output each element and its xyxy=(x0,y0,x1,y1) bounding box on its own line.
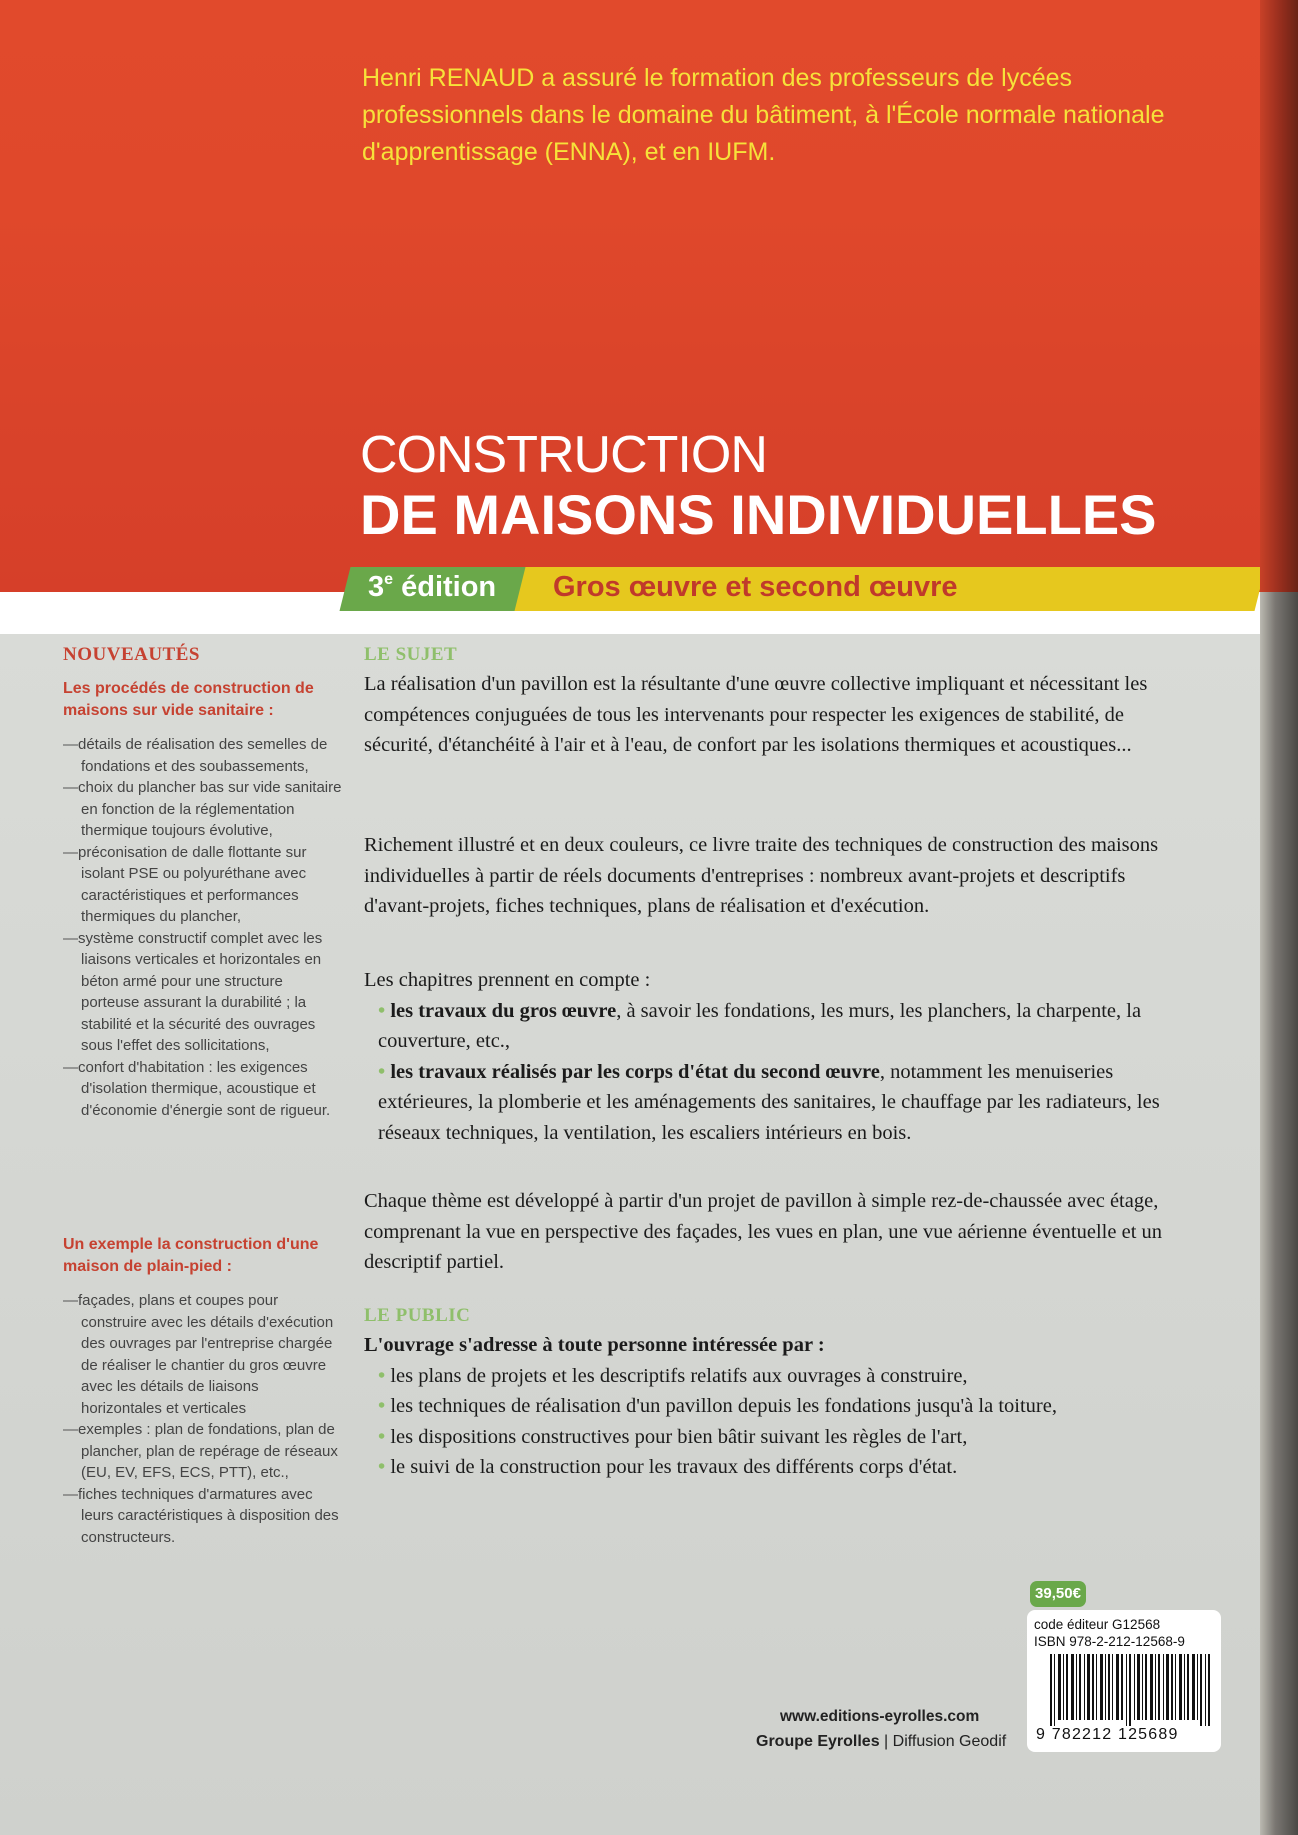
public-bullet-3 xyxy=(364,1422,1194,1453)
barcode-codes xyxy=(1034,1616,1185,1650)
title-line-2: DE MAISONS INDIVIDUELLES xyxy=(360,483,1157,546)
barcode-digits: 9 782212 125689 xyxy=(1036,1726,1179,1743)
edition-label xyxy=(368,571,496,604)
publisher-diffusion: Diffusion Geodif xyxy=(892,1733,1007,1750)
chapter-bullet-2-rest: , notamment les menuiseries extérieures, la plomberie et les aménagements des sanitaires, le chauffage par les radiateurs, les réseaux techniques, la ventilation, les escaliers intérieurs en bois. xyxy=(378,1060,1160,1144)
edition-number: 3 xyxy=(368,571,385,603)
chapter-bullet-2 xyxy=(364,1057,1194,1149)
sidebar-section2-list xyxy=(63,1290,343,1548)
publisher-group: Groupe Eyrolles xyxy=(756,1733,880,1750)
publisher-line xyxy=(756,1733,1006,1751)
chapter-bullet-1-bold: les travaux du gros œuvre xyxy=(390,999,617,1022)
sujet-heading: LE SUJET xyxy=(364,644,458,665)
public-intro xyxy=(364,1330,1194,1361)
list-item: — exemples : plan de fondations, plan de plancher, plan de repérage de réseaux (EU, EV, EFS, ECS, PTT), etc., xyxy=(63,1419,343,1484)
sidebar-heading: NOUVEAUTÉS xyxy=(63,644,200,665)
title-line-1: CONSTRUCTION xyxy=(360,426,767,484)
public-bullet-2-text: les techniques de réalisation d'un pavillon depuis les fondations jusqu'à la toiture, xyxy=(390,1395,1057,1417)
sujet-chapters xyxy=(364,965,1194,1148)
sujet-paragraph-1: La réalisation d'un pavillon est la résultante d'une œuvre collective impliquant et nécessitant les compétences conjuguées de tous les intervenants pour respecter les exigences de stabilité, de sécurité, d'étanchéité à l'air et à l'eau, de confort par les isolations thermiques et acoustiques... xyxy=(364,673,1148,756)
public-block xyxy=(364,1330,1194,1483)
bullet-dot-icon: • xyxy=(378,1456,391,1478)
author-bio: Henri RENAUD a assuré le formation des professeurs de lycées professionnels dans le domaine du bâtiment, à l'École normale nationale d'apprentissage (ENNA), et en IUFM. xyxy=(362,64,1165,166)
website-link[interactable]: www.editions-eyrolles.com xyxy=(780,1708,980,1725)
bullet-dot-icon: • xyxy=(378,1364,391,1387)
code-editeur: code éditeur G12568 xyxy=(1034,1617,1161,1632)
chapter-bullet-2-bold: les travaux réalisés par les corps d'état du second œuvre xyxy=(390,1060,880,1083)
list-item: — fiches techniques d'armatures avec leurs caractéristiques à disposition des constructeurs. xyxy=(63,1484,343,1549)
list-item: — préconisation de dalle flottante sur isolant PSE ou polyuréthane avec caractéristiques et performances thermiques du plancher, xyxy=(63,842,343,928)
chapter-bullet-1-rest: , à savoir les fondations, les murs, les planchers, la charpente, la couverture, etc., xyxy=(378,999,1142,1052)
public-bullet-1-text: les plans de projets et les descriptifs relatifs aux ouvrages à construire, xyxy=(390,1364,968,1387)
chapter-bullet-1 xyxy=(364,996,1194,1057)
book-spine-top xyxy=(1260,0,1298,592)
barcode-icon xyxy=(1050,1654,1210,1726)
sidebar-section1-list xyxy=(63,734,343,1121)
public-heading: LE PUBLIC xyxy=(364,1305,471,1326)
list-item: — système constructif complet avec les liaisons verticales et horizontales en béton armé pour une structure porteuse assurant la durabilité ; la stabilité et la sécurité des ouvrages sous l'effet des sollicitations, xyxy=(63,928,343,1057)
public-bullet-4 xyxy=(364,1452,1194,1483)
list-item: — détails de réalisation des semelles de fondations et des soubassements, xyxy=(63,734,343,777)
bullet-dot-icon: • xyxy=(378,1060,391,1083)
public-bullet-2 xyxy=(364,1391,1194,1422)
bullet-dot-icon: • xyxy=(378,999,391,1022)
bullet-dot-icon: • xyxy=(378,1425,391,1448)
public-intro-text: L'ouvrage s'adresse à toute personne intéressée par : xyxy=(364,1334,825,1356)
bullet-dot-icon: • xyxy=(378,1395,391,1417)
sujet-paragraph-4: Chaque thème est développé à partir d'un projet de pavillon à simple rez-de-chaussée avec étage, comprenant la vue en perspective des façades, les vues en plan, une vue aérienne éventuelle et un descriptif partiel. xyxy=(364,1190,1163,1273)
list-item: — confort d'habitation : les exigences d'isolation thermique, acoustique et d'économie d'énergie sont de rigueur. xyxy=(63,1057,343,1122)
public-bullet-1 xyxy=(364,1361,1194,1392)
isbn: ISBN 978-2-212-12568-9 xyxy=(1034,1634,1185,1649)
edition-subtitle: Gros œuvre et second œuvre xyxy=(553,571,958,603)
public-bullet-3-text: les dispositions constructives pour bien bâtir suivant les règles de l'art, xyxy=(390,1425,968,1448)
edition-suffix: e xyxy=(384,571,394,588)
list-item: — façades, plans et coupes pour construire avec les détails d'exécution des ouvrages par l'entreprise chargée de réaliser le chantier du gros œuvre avec les détails de liaisons horizontales et verticales xyxy=(63,1290,343,1419)
chapters-intro: Les chapitres prennent en compte : xyxy=(364,969,651,991)
sidebar-section2-title: Un exemple la construction d'une maison de plain-pied : xyxy=(63,1236,319,1275)
sujet-paragraph-2: Richement illustré et en deux couleurs, ce livre traite des techniques de construction des maisons individuelles à partir de réels documents d'entreprises : nombreux avant-projets et descriptifs d'avant-projets, fiches techniques, plans de réalisation et d'exécution. xyxy=(364,834,1159,917)
edition-word: édition xyxy=(393,571,497,603)
price-tag: 39,50€ xyxy=(1030,1581,1086,1607)
sidebar-section1-title: Les procédés de construction de maisons sur vide sanitaire : xyxy=(63,680,314,719)
public-bullet-4-text: le suivi de la construction pour les travaux des différents corps d'état. xyxy=(390,1456,958,1478)
publisher-separator: | xyxy=(879,1733,893,1750)
list-item: — choix du plancher bas sur vide sanitaire en fonction de la réglementation thermique toujours évolutive, xyxy=(63,777,343,842)
